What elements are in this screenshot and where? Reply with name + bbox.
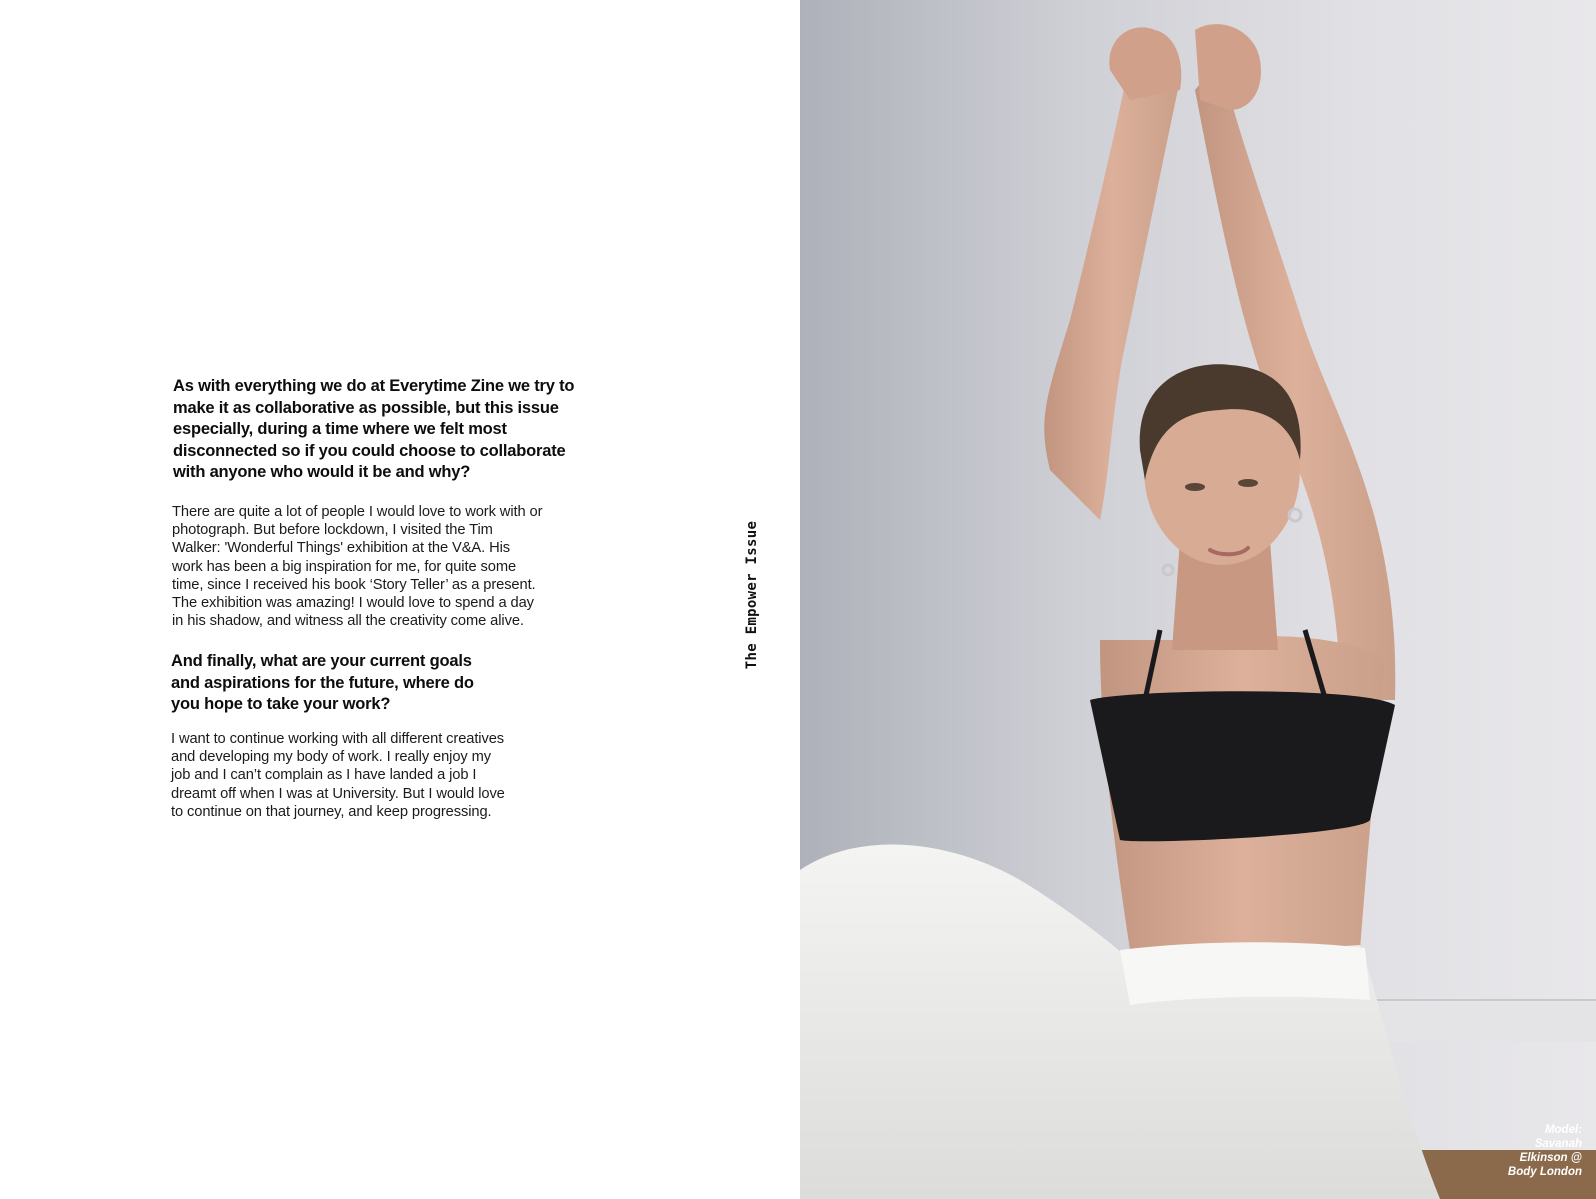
interview-answer-goals <box>171 730 505 821</box>
answer-line: to continue on that journey, and keep progressing. <box>171 803 492 820</box>
question-line: make it as collaborative as possible, but this issue <box>173 398 559 417</box>
left-eye <box>1185 483 1205 491</box>
credit-line: Model: <box>1544 1124 1582 1136</box>
answer-line: time, since I received his book ‘Story Teller’ as a present. <box>172 576 536 593</box>
answer-line: and developing my body of work. I really enjoy my <box>171 749 492 766</box>
question-line: with anyone who would it be and why? <box>173 463 471 481</box>
trouser-waistband <box>1120 942 1370 1005</box>
question-line: you hope to take your work? <box>171 695 391 713</box>
question-line: As with everything we do at Everytime Zine we try to <box>173 377 575 395</box>
interview-answer-collaboration <box>172 503 542 630</box>
answer-line: job and I can’t complain as I have landed a job I <box>171 767 477 784</box>
model-illustration <box>800 0 1596 1199</box>
credit-line: Savanah <box>1534 1138 1582 1150</box>
model-photograph <box>800 0 1596 1199</box>
photo-credit <box>1472 1123 1582 1179</box>
question-line: disconnected so if you could choose to collaborate <box>173 441 566 460</box>
interview-question-collaboration <box>173 376 574 484</box>
answer-line: I want to continue working with all different creatives <box>171 731 505 747</box>
interview-question-goals <box>171 651 474 716</box>
answer-line: in his shadow, and witness all the creativity come alive. <box>172 613 524 630</box>
answer-line: The exhibition was amazing! I would love to spend a day <box>172 595 534 612</box>
right-eye <box>1238 479 1258 487</box>
credit-line: Body London <box>1507 1166 1582 1178</box>
question-line: and aspirations for the future, where do <box>171 673 474 692</box>
question-line: especially, during a time where we felt most <box>173 420 507 438</box>
credit-line: Elkinson @ <box>1519 1152 1582 1164</box>
answer-line: work has been a big inspiration for me, for quite some <box>172 558 517 575</box>
question-line: And finally, what are your current goals <box>171 652 472 670</box>
answer-line: There are quite a lot of people I would love to work with or <box>172 504 543 520</box>
answer-line: photograph. But before lockdown, I visited the Tim <box>172 522 493 539</box>
issue-title-vertical: The Empower Issue <box>744 520 760 670</box>
answer-line: dreamt off when I was at University. But I would love <box>171 785 505 802</box>
black-crop-top <box>1090 691 1395 841</box>
answer-line: Walker: 'Wonderful Things' exhibition at the V&A. His <box>172 540 511 557</box>
